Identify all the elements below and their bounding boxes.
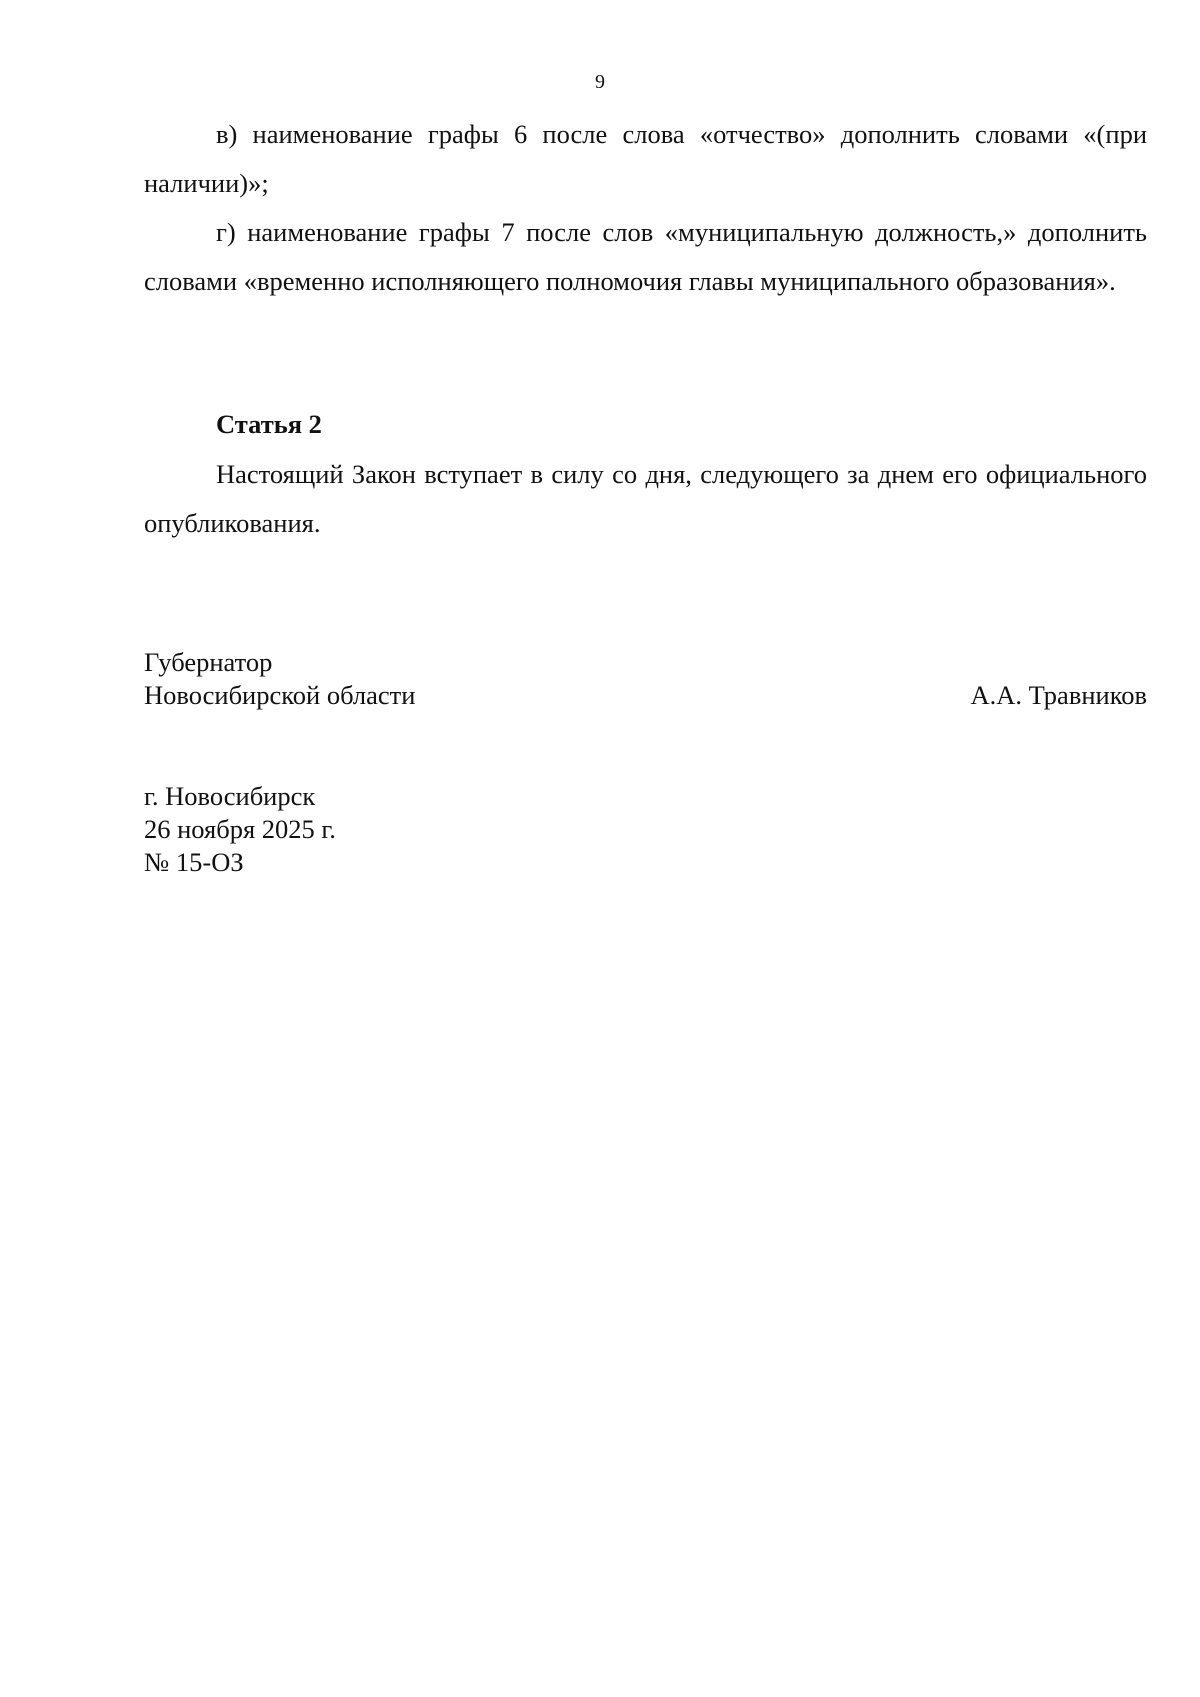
amendments-block bbox=[144, 110, 1147, 306]
article-body bbox=[144, 450, 1147, 548]
page-number: 9 bbox=[595, 71, 605, 93]
amendment-item-g: г) наименование графы 7 после слов «муниципальную должность,» дополнить словами «временно исполняющего полномочия главы муниципального образования». bbox=[144, 217, 1147, 296]
law-number: № 15-ОЗ bbox=[144, 847, 244, 877]
place-date-block bbox=[144, 780, 336, 879]
date: 26 ноября 2025 г. bbox=[144, 814, 336, 844]
article-text: Настоящий Закон вступает в силу со дня, следующего за днем его официального опубликования. bbox=[144, 459, 1147, 538]
signature-block bbox=[144, 646, 1147, 712]
position-line-1: Губернатор bbox=[144, 647, 273, 677]
signatory-name: А.А. Травников bbox=[970, 680, 1147, 710]
position-line-2: Новосибирской области bbox=[144, 680, 416, 710]
amendment-item-v: в) наименование графы 6 после слова «отчество» дополнить словами «(при наличии)»; bbox=[144, 119, 1147, 198]
city: г. Новосибирск bbox=[144, 781, 316, 811]
signatory-position bbox=[144, 646, 415, 712]
article-heading: Статья 2 bbox=[216, 409, 322, 439]
